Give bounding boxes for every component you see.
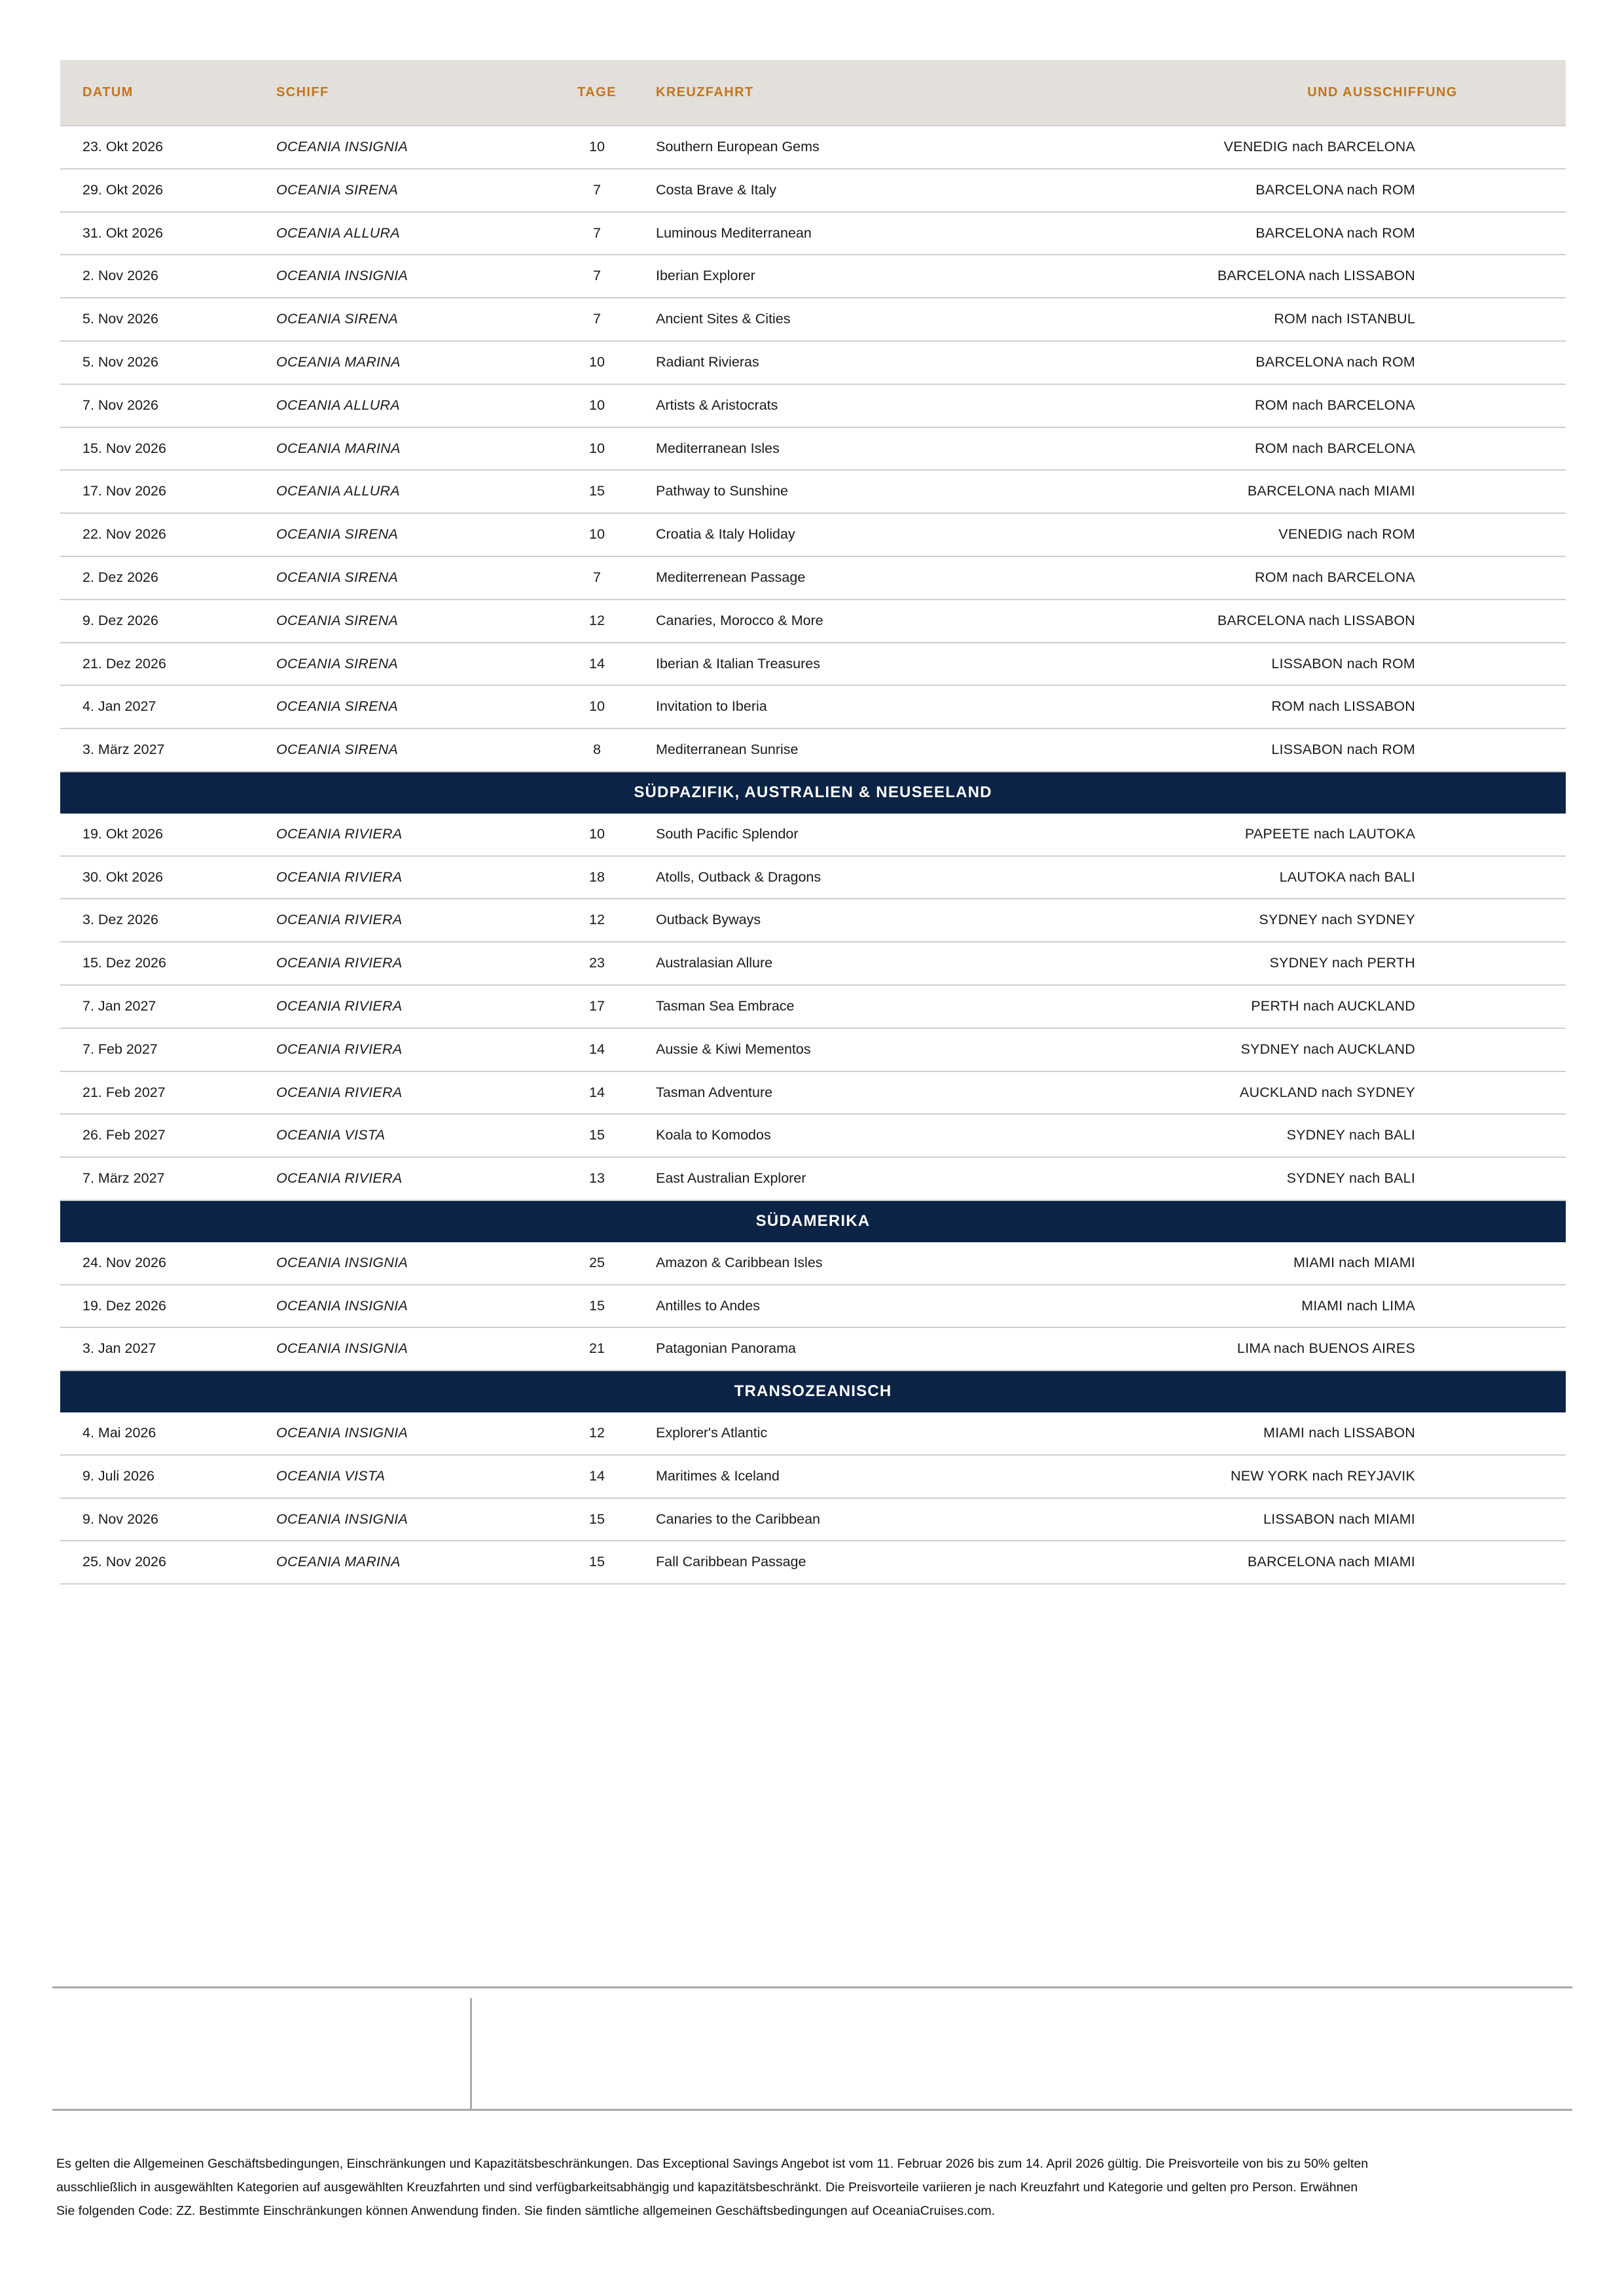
cell-ship: OCEANIA SIRENA — [276, 685, 538, 728]
cell-date: 25. Nov 2026 — [60, 1541, 276, 1584]
cell-cruise: Explorer's Atlantic — [656, 1412, 1199, 1455]
divider-rule-top — [52, 1986, 1572, 1988]
cell-ship: OCEANIA SIRENA — [276, 556, 538, 600]
cell-ports: ROM nach BARCELONA — [1199, 384, 1566, 427]
cell-cruise: Canaries, Morocco & More — [656, 600, 1199, 643]
cell-days: 14 — [538, 1028, 656, 1071]
cell-cruise: Iberian & Italian Treasures — [656, 643, 1199, 686]
cell-ports: ROM nach BARCELONA — [1199, 427, 1566, 471]
cell-date: 21. Dez 2026 — [60, 643, 276, 686]
cell-ship: OCEANIA RIVIERA — [276, 856, 538, 899]
cell-cruise: Outback Byways — [656, 899, 1199, 942]
cell-ship: OCEANIA RIVIERA — [276, 899, 538, 942]
table-row[interactable] — [60, 600, 1566, 643]
cell-ports: PERTH nach AUCKLAND — [1199, 985, 1566, 1028]
cell-cruise: Artists & Aristocrats — [656, 384, 1199, 427]
cell-ship: OCEANIA MARINA — [276, 427, 538, 471]
cell-cruise: East Australian Explorer — [656, 1157, 1199, 1200]
cell-days: 15 — [538, 1541, 656, 1584]
cell-date: 2. Nov 2026 — [60, 255, 276, 298]
cell-date: 2. Dez 2026 — [60, 556, 276, 600]
disclaimer-line-2: ausschließlich in ausgewählten Kategorien auf ausgewählten Kreuzfahrten und sind verfügbarkeitsabhängig und kapazitätsbeschränkt. Die Preisvorteile variieren je nach Kreuzfahrt und Kategorie und gelten pro Person. Erwähnen — [56, 2180, 1358, 2195]
cell-ports: MIAMI nach LIMA — [1199, 1285, 1566, 1328]
cell-ports: PAPEETE nach LAUTOKA — [1199, 814, 1566, 856]
cell-date: 3. Jan 2027 — [60, 1327, 276, 1371]
table-row[interactable] — [60, 1498, 1566, 1541]
cell-date: 3. Dez 2026 — [60, 899, 276, 942]
cell-days: 25 — [538, 1242, 656, 1285]
table-row[interactable] — [60, 169, 1566, 212]
table-row[interactable] — [60, 1327, 1566, 1371]
cell-days: 12 — [538, 600, 656, 643]
cell-days: 13 — [538, 1157, 656, 1200]
cell-date: 7. Jan 2027 — [60, 985, 276, 1028]
cell-ports: BARCELONA nach LISSABON — [1199, 600, 1566, 643]
cell-cruise: Radiant Rivieras — [656, 341, 1199, 384]
table-row[interactable] — [60, 470, 1566, 513]
cell-ship: OCEANIA SIRENA — [276, 643, 538, 686]
cell-days: 10 — [538, 814, 656, 856]
cell-days: 21 — [538, 1327, 656, 1371]
cell-date: 9. Juli 2026 — [60, 1455, 276, 1498]
table-row[interactable] — [60, 341, 1566, 384]
cell-ports: LISSABON nach MIAMI — [1199, 1498, 1566, 1541]
table-body — [60, 126, 1566, 1584]
table-row[interactable] — [60, 255, 1566, 298]
column-header-days: TAGE — [538, 60, 656, 126]
cell-days: 18 — [538, 856, 656, 899]
cell-date: 9. Nov 2026 — [60, 1498, 276, 1541]
legal-disclaimer — [56, 2152, 1566, 2223]
cell-date: 15. Nov 2026 — [60, 427, 276, 471]
cell-ship: OCEANIA INSIGNIA — [276, 1412, 538, 1455]
cell-date: 7. Feb 2027 — [60, 1028, 276, 1071]
cell-ship: OCEANIA RIVIERA — [276, 942, 538, 985]
cell-ship: OCEANIA ALLURA — [276, 470, 538, 513]
table-row[interactable] — [60, 513, 1566, 556]
cell-cruise: Amazon & Caribbean Isles — [656, 1242, 1199, 1285]
cell-ship: OCEANIA VISTA — [276, 1114, 538, 1157]
divider-rule-bottom — [52, 2109, 1572, 2111]
cell-cruise: Luminous Mediterranean — [656, 212, 1199, 255]
cell-ship: OCEANIA INSIGNIA — [276, 1498, 538, 1541]
cell-cruise: Australasian Allure — [656, 942, 1199, 985]
cell-cruise: Tasman Adventure — [656, 1071, 1199, 1115]
cell-ship: OCEANIA SIRENA — [276, 728, 538, 772]
cell-date: 15. Dez 2026 — [60, 942, 276, 985]
cell-date: 9. Dez 2026 — [60, 600, 276, 643]
cell-date: 4. Mai 2026 — [60, 1412, 276, 1455]
cell-ship: OCEANIA RIVIERA — [276, 1071, 538, 1115]
cell-days: 14 — [538, 1071, 656, 1115]
cell-ports: VENEDIG nach ROM — [1199, 513, 1566, 556]
table-row[interactable] — [60, 556, 1566, 600]
table-row[interactable] — [60, 899, 1566, 942]
cell-days: 7 — [538, 169, 656, 212]
cell-cruise: Atolls, Outback & Dragons — [656, 856, 1199, 899]
table-row[interactable] — [60, 1285, 1566, 1328]
divider-rule-vertical — [470, 1998, 472, 2109]
table-row[interactable] — [60, 1455, 1566, 1498]
cell-cruise: Fall Caribbean Passage — [656, 1541, 1199, 1584]
cell-cruise: Southern European Gems — [656, 126, 1199, 169]
cell-days: 15 — [538, 1498, 656, 1541]
cell-date: 31. Okt 2026 — [60, 212, 276, 255]
cruise-schedule-table-wrapper — [60, 60, 1566, 1585]
column-header-date: DATUM — [60, 60, 276, 126]
cell-days: 8 — [538, 728, 656, 772]
cell-date: 5. Nov 2026 — [60, 298, 276, 341]
cell-ports: LISSABON nach ROM — [1199, 728, 1566, 772]
cell-ports: NEW YORK nach REYJAVIK — [1199, 1455, 1566, 1498]
cell-days: 10 — [538, 427, 656, 471]
cell-cruise: Aussie & Kiwi Mementos — [656, 1028, 1199, 1071]
cell-cruise: Tasman Sea Embrace — [656, 985, 1199, 1028]
cell-ports: SYDNEY nach BALI — [1199, 1157, 1566, 1200]
cell-ports: BARCELONA nach LISSABON — [1199, 255, 1566, 298]
table-header — [60, 60, 1566, 126]
cell-days: 10 — [538, 384, 656, 427]
cell-cruise: Iberian Explorer — [656, 255, 1199, 298]
cell-ship: OCEANIA ALLURA — [276, 212, 538, 255]
cell-ports: ROM nach ISTANBUL — [1199, 298, 1566, 341]
cell-ship: OCEANIA RIVIERA — [276, 1028, 538, 1071]
cell-days: 14 — [538, 643, 656, 686]
cell-days: 12 — [538, 1412, 656, 1455]
table-row[interactable] — [60, 814, 1566, 856]
cell-ship: OCEANIA SIRENA — [276, 600, 538, 643]
section-header-row — [60, 772, 1566, 814]
cell-ports: VENEDIG nach BARCELONA — [1199, 126, 1566, 169]
cell-date: 4. Jan 2027 — [60, 685, 276, 728]
cell-ship: OCEANIA SIRENA — [276, 169, 538, 212]
column-header-ship: SCHIFF — [276, 60, 538, 126]
cell-ports: BARCELONA nach ROM — [1199, 212, 1566, 255]
cell-ports: LAUTOKA nach BALI — [1199, 856, 1566, 899]
cell-ship: OCEANIA RIVIERA — [276, 985, 538, 1028]
cell-ship: OCEANIA INSIGNIA — [276, 126, 538, 169]
table-row[interactable] — [60, 856, 1566, 899]
cell-cruise: Patagonian Panorama — [656, 1327, 1199, 1371]
cell-days: 15 — [538, 470, 656, 513]
cell-cruise: Mediterrenean Passage — [656, 556, 1199, 600]
cruise-schedule-table — [60, 60, 1566, 1585]
table-row[interactable] — [60, 1412, 1566, 1455]
table-row[interactable] — [60, 212, 1566, 255]
cell-days: 10 — [538, 513, 656, 556]
cell-cruise: Canaries to the Caribbean — [656, 1498, 1199, 1541]
table-row[interactable] — [60, 728, 1566, 772]
cell-ports: SYDNEY nach AUCKLAND — [1199, 1028, 1566, 1071]
cell-cruise: Pathway to Sunshine — [656, 470, 1199, 513]
cell-ship: OCEANIA MARINA — [276, 1541, 538, 1584]
cell-cruise: Koala to Komodos — [656, 1114, 1199, 1157]
cell-days: 7 — [538, 255, 656, 298]
cell-days: 12 — [538, 899, 656, 942]
cell-ship: OCEANIA RIVIERA — [276, 1157, 538, 1200]
cell-days: 23 — [538, 942, 656, 985]
cell-ports: AUCKLAND nach SYDNEY — [1199, 1071, 1566, 1115]
cell-days: 10 — [538, 126, 656, 169]
cell-ports: SYDNEY nach SYDNEY — [1199, 899, 1566, 942]
cell-date: 5. Nov 2026 — [60, 341, 276, 384]
cell-date: 19. Dez 2026 — [60, 1285, 276, 1328]
cell-date: 19. Okt 2026 — [60, 814, 276, 856]
cell-ports: SYDNEY nach BALI — [1199, 1114, 1566, 1157]
cell-date: 26. Feb 2027 — [60, 1114, 276, 1157]
cell-cruise: Mediterranean Sunrise — [656, 728, 1199, 772]
cell-ports: BARCELONA nach MIAMI — [1199, 470, 1566, 513]
cell-ship: OCEANIA MARINA — [276, 341, 538, 384]
table-row[interactable] — [60, 1114, 1566, 1157]
table-row[interactable] — [60, 985, 1566, 1028]
cell-ports: ROM nach BARCELONA — [1199, 556, 1566, 600]
cell-date: 22. Nov 2026 — [60, 513, 276, 556]
cell-date: 30. Okt 2026 — [60, 856, 276, 899]
cell-date: 17. Nov 2026 — [60, 470, 276, 513]
table-row[interactable] — [60, 942, 1566, 985]
cell-days: 7 — [538, 556, 656, 600]
cell-ship: OCEANIA ALLURA — [276, 384, 538, 427]
cell-ports: ROM nach LISSABON — [1199, 685, 1566, 728]
cell-date: 7. März 2027 — [60, 1157, 276, 1200]
cell-ship: OCEANIA INSIGNIA — [276, 1327, 538, 1371]
cell-cruise: Invitation to Iberia — [656, 685, 1199, 728]
cell-ship: OCEANIA VISTA — [276, 1455, 538, 1498]
cell-ship: OCEANIA RIVIERA — [276, 814, 538, 856]
cell-ports: BARCELONA nach ROM — [1199, 169, 1566, 212]
cell-cruise: Ancient Sites & Cities — [656, 298, 1199, 341]
section-title: TRANSOZEANISCH — [60, 1371, 1566, 1412]
table-row[interactable] — [60, 643, 1566, 686]
cell-ports: BARCELONA nach MIAMI — [1199, 1541, 1566, 1584]
table-row[interactable] — [60, 685, 1566, 728]
column-header-cruise: KREUZFAHRT — [656, 60, 1199, 126]
cell-ship: OCEANIA SIRENA — [276, 298, 538, 341]
disclaimer-line-3: Sie folgenden Code: ZZ. Bestimmte Einschränkungen können Anwendung finden. Sie finden sämtliche allgemeinen Geschäftsbedingungen auf OceaniaCruises.com. — [56, 2204, 996, 2219]
table-row[interactable] — [60, 126, 1566, 169]
cell-cruise: Maritimes & Iceland — [656, 1455, 1199, 1498]
cell-days: 17 — [538, 985, 656, 1028]
cell-date: 21. Feb 2027 — [60, 1071, 276, 1115]
cell-cruise: Antilles to Andes — [656, 1285, 1199, 1328]
cell-days: 10 — [538, 685, 656, 728]
cell-ports: BARCELONA nach ROM — [1199, 341, 1566, 384]
cell-days: 7 — [538, 298, 656, 341]
table-row[interactable] — [60, 384, 1566, 427]
cell-date: 29. Okt 2026 — [60, 169, 276, 212]
cell-ship: OCEANIA INSIGNIA — [276, 1285, 538, 1328]
table-row[interactable] — [60, 1242, 1566, 1285]
table-row[interactable] — [60, 1541, 1566, 1584]
section-title: SÜDAMERIKA — [60, 1200, 1566, 1242]
cell-days: 14 — [538, 1455, 656, 1498]
table-row[interactable] — [60, 427, 1566, 471]
table-row[interactable] — [60, 1028, 1566, 1071]
cell-cruise: South Pacific Splendor — [656, 814, 1199, 856]
cell-ports: MIAMI nach LISSABON — [1199, 1412, 1566, 1455]
column-header-ports: UND AUSSCHIFFUNG — [1199, 60, 1566, 126]
table-row[interactable] — [60, 1157, 1566, 1200]
cell-cruise: Costa Brave & Italy — [656, 169, 1199, 212]
cell-date: 24. Nov 2026 — [60, 1242, 276, 1285]
cell-date: 3. März 2027 — [60, 728, 276, 772]
table-row[interactable] — [60, 298, 1566, 341]
cell-ports: LISSABON nach ROM — [1199, 643, 1566, 686]
cell-cruise: Croatia & Italy Holiday — [656, 513, 1199, 556]
cell-date: 7. Nov 2026 — [60, 384, 276, 427]
section-header-row — [60, 1371, 1566, 1412]
cell-days: 7 — [538, 212, 656, 255]
cell-cruise: Mediterranean Isles — [656, 427, 1199, 471]
section-header-row — [60, 1200, 1566, 1242]
cell-ship: OCEANIA INSIGNIA — [276, 255, 538, 298]
cell-ship: OCEANIA SIRENA — [276, 513, 538, 556]
table-row[interactable] — [60, 1071, 1566, 1115]
cell-days: 10 — [538, 341, 656, 384]
cell-ports: SYDNEY nach PERTH — [1199, 942, 1566, 985]
cell-ports: LIMA nach BUENOS AIRES — [1199, 1327, 1566, 1371]
cell-ship: OCEANIA INSIGNIA — [276, 1242, 538, 1285]
section-title: SÜDPAZIFIK, AUSTRALIEN & NEUSEELAND — [60, 772, 1566, 814]
cell-days: 15 — [538, 1285, 656, 1328]
disclaimer-line-1: Es gelten die Allgemeinen Geschäftsbedingungen, Einschränkungen und Kapazitätsbeschränkungen. Das Exceptional Savings Angebot ist vom 11. Februar 2026 bis zum 14. April 2026 gültig. Die Preisvorteile von bis zu 50% gelten — [56, 2157, 1369, 2171]
cell-ports: MIAMI nach MIAMI — [1199, 1242, 1566, 1285]
table-header-row — [60, 60, 1566, 126]
cell-date: 23. Okt 2026 — [60, 126, 276, 169]
cell-days: 15 — [538, 1114, 656, 1157]
